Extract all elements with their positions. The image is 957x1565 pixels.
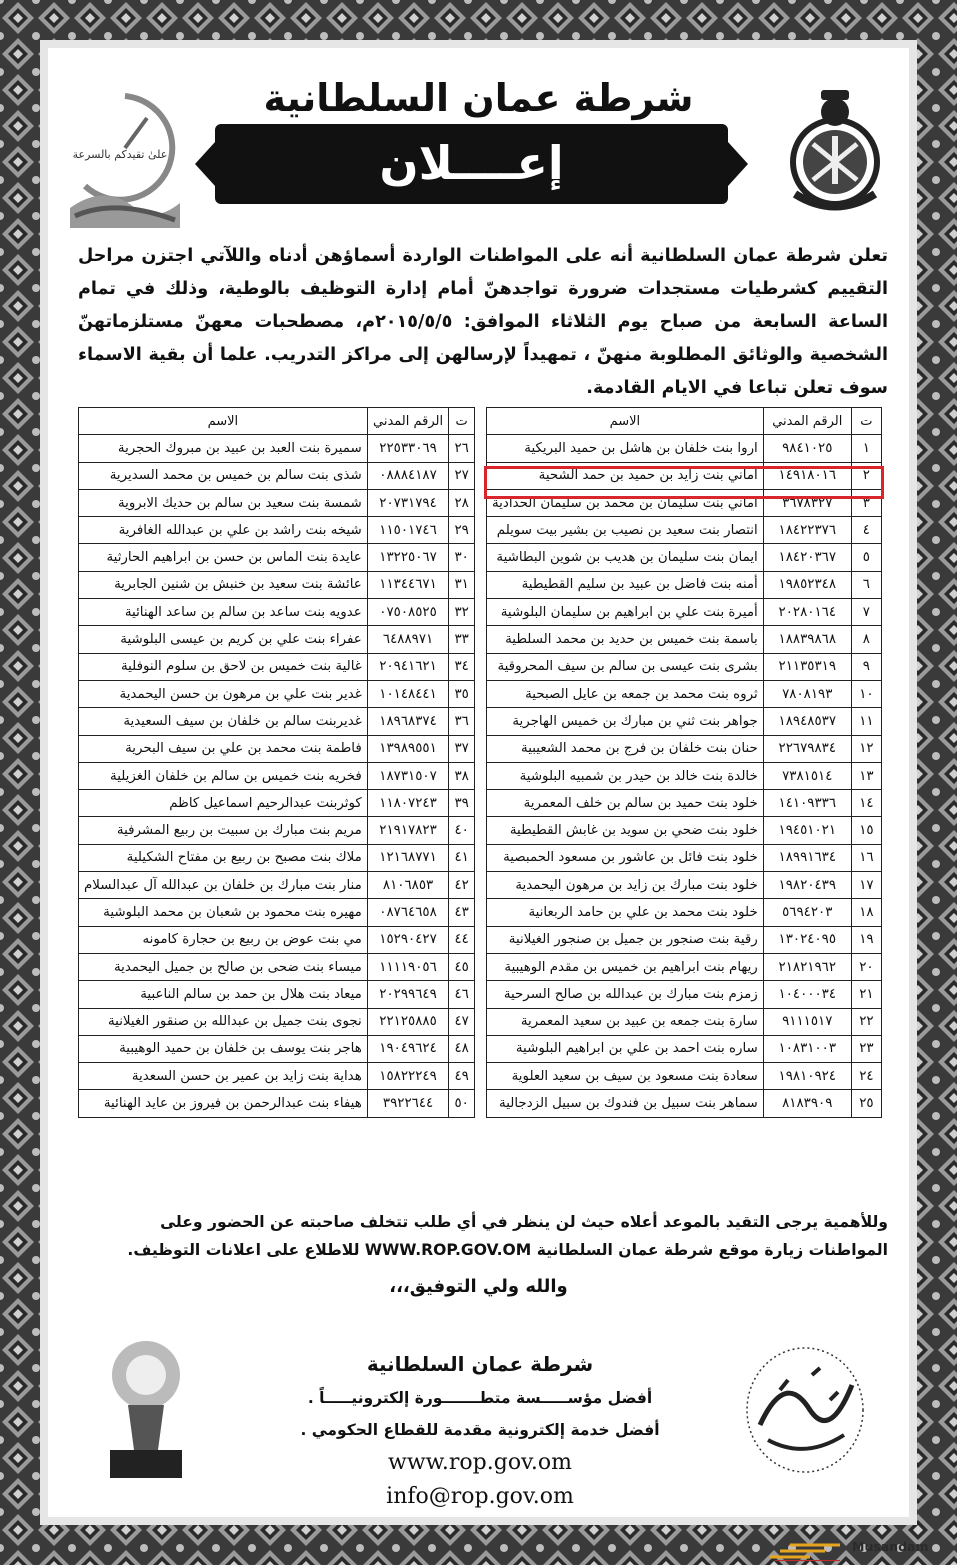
table-row [487, 1090, 882, 1117]
full-name: أميرة بنت علي بن ابراهيم بن سليمان البلوشية [487, 599, 764, 626]
website-link[interactable]: www.rop.gov.om [388, 1450, 572, 1475]
row-number: ٤٢ [449, 872, 475, 899]
civil-id: ٢٠٢٨٠١٦٤ [763, 599, 851, 626]
row-number: ٢ [851, 462, 881, 489]
table-row [79, 899, 475, 926]
table-row [79, 790, 475, 817]
qaboos-award-calligraphy-icon [740, 1340, 870, 1480]
row-number: ٤٣ [449, 899, 475, 926]
row-number: ٢٥ [851, 1090, 881, 1117]
civil-id: ٩١١١٥١٧ [763, 1008, 851, 1035]
table-row [487, 735, 882, 762]
full-name: شمسة بنت سعيد بن سالم بن حديك الابروية [79, 489, 368, 516]
civil-id: ٨١٠٦٨٥٣ [367, 872, 449, 899]
civil-id: ١١٥٠١٧٤٦ [367, 517, 449, 544]
row-number: ١١ [851, 708, 881, 735]
civil-id: ٥٦٩٤٢٠٣ [763, 899, 851, 926]
civil-id: ١٠٤٠٠٠٣٤ [763, 981, 851, 1008]
header-num: ت [449, 408, 475, 435]
row-number: ٣١ [449, 571, 475, 598]
full-name: باسمة بنت خميس بن حديد بن محمد السلطية [487, 626, 764, 653]
civil-id: ٢٠٩٤١٦٢١ [367, 653, 449, 680]
row-number: ١٥ [851, 817, 881, 844]
row-number: ٦ [851, 571, 881, 598]
civil-id: ١٥٨٢٢٢٤٩ [367, 1063, 449, 1090]
civil-id: ٣٩٢٢٦٤٤ [367, 1090, 449, 1117]
table-header-row [487, 408, 882, 435]
table-row [487, 1008, 882, 1035]
table-row [487, 953, 882, 980]
civil-id: ٧٣٨١٥١٤ [763, 762, 851, 789]
row-number: ٣٣ [449, 626, 475, 653]
row-number: ٢٩ [449, 517, 475, 544]
row-number: ٤٦ [449, 981, 475, 1008]
table-row [79, 599, 475, 626]
full-name: ريهام بنت ابراهيم بن خميس بن مقدم الوهيبية [487, 953, 764, 980]
civil-id: ١٩٨٢٠٤٣٩ [763, 872, 851, 899]
table-row [487, 981, 882, 1008]
row-number: ٢١ [851, 981, 881, 1008]
table-row [487, 544, 882, 571]
civil-id: ١٨٧٣١٥٠٧ [367, 762, 449, 789]
watermark-text: Musandam [852, 1539, 929, 1554]
row-number: ٤٧ [449, 1008, 475, 1035]
row-number: ٢٤ [851, 1063, 881, 1090]
table-row [487, 626, 882, 653]
full-name: خلود بنت محمد بن علي بن حامد الربعانية [487, 899, 764, 926]
full-name: ساره بنت احمد بن علي بن ابراهيم البلوشية [487, 1035, 764, 1062]
row-number: ٢٣ [851, 1035, 881, 1062]
civil-id: ١٤٩١٨٠١٦ [763, 462, 851, 489]
row-number: ٣٤ [449, 653, 475, 680]
full-name: شيخه بنت راشد بن علي بن عبدالله الغافرية [79, 517, 368, 544]
civil-id: ٢٠٢٩٩٦٤٩ [367, 981, 449, 1008]
row-number: ٣٧ [449, 735, 475, 762]
civil-id: ١٣٢٢٥٠٦٧ [367, 544, 449, 571]
row-number: ٣٩ [449, 790, 475, 817]
table-row [487, 790, 882, 817]
row-number: ٤١ [449, 844, 475, 871]
award-line-2: أفضل خدمة إلكترونية مقدمة للقطاع الحكومي . [300, 1421, 660, 1439]
row-number: ٤٥ [449, 953, 475, 980]
full-name: مريم بنت مبارك بن سبيت بن ربيع المشرفية [79, 817, 368, 844]
table-row [487, 1063, 882, 1090]
full-name: ايمان بنت سليمان بن هديب بن شوين البطاشية [487, 544, 764, 571]
row-number: ١٦ [851, 844, 881, 871]
full-name: عايدة بنت الماس بن حسن بن ابراهيم الحارثية [79, 544, 368, 571]
full-name: فخريه بنت خميس بن سالم بن خلفان الغزيلية [79, 762, 368, 789]
closing-line: والله ولي التوفيق،،، [389, 1276, 568, 1297]
full-name: منار بنت مبارك بن خلفان بن عبدالله آل عبدالسلام [79, 872, 368, 899]
announcement-banner: إعــــلان [215, 124, 728, 204]
civil-id: ١٩٠٤٩٦٢٤ [367, 1035, 449, 1062]
table-row [79, 462, 475, 489]
table-row [487, 680, 882, 707]
table-row [79, 489, 475, 516]
table-row [79, 1063, 475, 1090]
row-number: ٣٢ [449, 599, 475, 626]
table-row [79, 1090, 475, 1117]
row-number: ٩ [851, 653, 881, 680]
full-name: عفراء بنت علي بن كريم بن عيسى البلوشية [79, 626, 368, 653]
table-row [79, 708, 475, 735]
full-name: هيفاء بنت عبدالرحمن بن فيروز بن عايد الهنائية [79, 1090, 368, 1117]
full-name: خلود بنت فائل بن عاشور بن مسعود الحمبصية [487, 844, 764, 871]
row-number: ٤ [851, 517, 881, 544]
header-id: الرقم المدني [763, 408, 851, 435]
table-row [79, 872, 475, 899]
table-header-row [79, 408, 475, 435]
table-row [79, 517, 475, 544]
header-name: الاسم [79, 408, 368, 435]
full-name: انتصار بنت سعيد بن نصيب بن بشير بيت سويلم [487, 517, 764, 544]
civil-id: ١٠٨٣١٠٠٣ [763, 1035, 851, 1062]
civil-id: ١٨٤٢٢٣٧٦ [763, 517, 851, 544]
civil-id: ١٨٩٤٨٥٣٧ [763, 708, 851, 735]
civil-id: ١٨٨٣٩٨٦٨ [763, 626, 851, 653]
table-row [79, 762, 475, 789]
full-name: هداية بنت زايد بن عمير بن حسن السعدية [79, 1063, 368, 1090]
civil-id: ٣٦٧٨٣٢٧ [763, 489, 851, 516]
civil-id: ١٥٢٩٠٤٢٧ [367, 926, 449, 953]
table-row [79, 571, 475, 598]
full-name: اروا بنت خلفان بن هاشل بن حميد البريكية [487, 435, 764, 462]
row-number: ١ [851, 435, 881, 462]
row-number: ٧ [851, 599, 881, 626]
civil-id: ١١٣٤٤٦٧١ [367, 571, 449, 598]
award-line-1: أفضل مؤســـــسة متطـــــــورة إلكترونيـــــاً . [307, 1389, 653, 1407]
full-name: ميعاد بنت هلال بن حمد بن سالم الناعبية [79, 981, 368, 1008]
row-number: ١٧ [851, 872, 881, 899]
table-row [79, 1008, 475, 1035]
civil-id: ١٩٤٥١٠٢١ [763, 817, 851, 844]
row-number: ٣٨ [449, 762, 475, 789]
full-name: مي بنت عوض بن ربيع بن حجارة كامونه [79, 926, 368, 953]
names-table-right [486, 407, 882, 1118]
full-name: اماني بنت زايد بن حميد بن حمد الشحية [487, 462, 764, 489]
civil-id: ٠٨٧٦٤٦٥٨ [367, 899, 449, 926]
full-name: جواهر بنت ثني بن مبارك بن خميس الهاجرية [487, 708, 764, 735]
civil-id: ١١٨٠٧٢٤٣ [367, 790, 449, 817]
full-name: ميساء بنت ضحى بن صالح بن جميل اليحمدية [79, 953, 368, 980]
civil-id: ١١١١٩٠٥٦ [367, 953, 449, 980]
row-number: ٤٠ [449, 817, 475, 844]
table-row [79, 844, 475, 871]
table-row [487, 899, 882, 926]
full-name: خالدة بنت خالد بن حيدر بن شمبيه البلوشية [487, 762, 764, 789]
header-num: ت [851, 408, 881, 435]
table-row [487, 926, 882, 953]
table-row [487, 762, 882, 789]
table-row [487, 872, 882, 899]
full-name: خلود بنت حميد بن سالم بن خلف المعمرية [487, 790, 764, 817]
header-id: الرقم المدني [367, 408, 449, 435]
table-row [79, 544, 475, 571]
full-name: عائشة بنت سعيد بن خنبش بن شنين الجابرية [79, 571, 368, 598]
email-link[interactable]: info@rop.gov.om [386, 1484, 574, 1509]
full-name: خلود بنت ضحي بن سويد بن غابش القطيطية [487, 817, 764, 844]
civil-id: ٢١١٣٥٣١٩ [763, 653, 851, 680]
intro-paragraph: تعلن شرطة عمان السلطانية أنه على المواطنات الواردة أسماؤهن أدناه واللآتي اجتزن مراحل التقييم كشرطيات مستجدات ضرورة تواجدهنّ أمام إدارة التوظيف بالوطية، وذلك في تمام الساعة السابعة من صباح يوم الثلاثاء الموافق: ٢٠١٥/٥/٥م، مصطحبات معهنّ مستلزماتهنّ الشخصية والوثائق المطلوبة منهنّ ، تمهيداً لإرسالهن إلى مراكز التدريب. علما أن بقية الاسماء سوف تعلن تباعا في الايام القادمة. [78, 246, 888, 398]
civil-id: ١٣٩٨٩٥٥١ [367, 735, 449, 762]
civil-id: ٢٢٦٧٩٨٣٤ [763, 735, 851, 762]
civil-id: ٠٨٨٨٤١٨٧ [367, 462, 449, 489]
full-name: غدير بنت علي بن مرهون بن حسن اليحمدية [79, 680, 368, 707]
full-name: ملاك بنت مصبح بن ربيع بن مفتاح الشكيلية [79, 844, 368, 871]
row-number: ١٩ [851, 926, 881, 953]
full-name: سميرة بنت العبد بن عبيد بن مبروك الحجرية [79, 435, 368, 462]
civil-id: ٠٧٥٠٨٥٢٥ [367, 599, 449, 626]
civil-id: ٢١٨٢١٩٦٢ [763, 953, 851, 980]
full-name: زمزم بنت مبارك بن عبدالله بن صالح السرحية [487, 981, 764, 1008]
civil-id: ١٠١٤٨٤٤١ [367, 680, 449, 707]
civil-id: ٢٠٧٣١٧٩٤ [367, 489, 449, 516]
full-name: خلود بنت مبارك بن زايد بن مرهون اليحمدية [487, 872, 764, 899]
full-name: سعادة بنت مسعود بن سيف بن سعيد العلوية [487, 1063, 764, 1090]
table-row [487, 599, 882, 626]
civil-id: ٩٨٤١٠٢٥ [763, 435, 851, 462]
row-number: ٢٠ [851, 953, 881, 980]
full-name: نجوى بنت جميل بن عبدالله بن صنقور الغيلانية [79, 1008, 368, 1035]
civil-id: ١٨٩٦٨٣٧٤ [367, 708, 449, 735]
row-highlight-box [484, 466, 884, 499]
civil-id: ١٩٨١٠٩٢٤ [763, 1063, 851, 1090]
full-name: أمنه بنت فاضل بن عبيد بن سليم القطيطية [487, 571, 764, 598]
full-name: كوثربنت عبدالرحيم اسماعيل كاظم [79, 790, 368, 817]
table-row [79, 1035, 475, 1062]
civil-id: ١٣٠٢٤٠٩٥ [763, 926, 851, 953]
table-row [487, 1035, 882, 1062]
table-row [79, 626, 475, 653]
row-number: ٥ [851, 544, 881, 571]
civil-id: ٢٢٥٣٣٠٦٩ [367, 435, 449, 462]
row-number: ٤٩ [449, 1063, 475, 1090]
table-row [487, 817, 882, 844]
row-number: ٣٠ [449, 544, 475, 571]
full-name: سماهر بنت سبيل بن فندوك بن سبيل الزدجالية [487, 1090, 764, 1117]
full-name: شذى بنت سالم بن خميس بن محمد السديرية [79, 462, 368, 489]
table-row [79, 735, 475, 762]
logo-caption: علىٰ تقيدكم بالسرعة [72, 148, 168, 161]
row-number: ٨ [851, 626, 881, 653]
table-row [79, 926, 475, 953]
table-row [487, 708, 882, 735]
row-number: ١٠ [851, 680, 881, 707]
full-name: غديربنت سالم بن خلفان بن سيف السعيدية [79, 708, 368, 735]
row-number: ٥٠ [449, 1090, 475, 1117]
civil-id: ٦٤٨٨٩٧١ [367, 626, 449, 653]
table-row [487, 571, 882, 598]
row-number: ١٨ [851, 899, 881, 926]
civil-id: ١٩٨٥٢٣٤٨ [763, 571, 851, 598]
table-row [79, 653, 475, 680]
row-number: ٣ [851, 489, 881, 516]
row-number: ٢٨ [449, 489, 475, 516]
header-name: الاسم [487, 408, 764, 435]
full-name: سارة بنت جمعه بن عبيد بن سعيد المعمرية [487, 1008, 764, 1035]
table-row [79, 981, 475, 1008]
civil-id: ١٢١٦٨٧٧١ [367, 844, 449, 871]
full-name: عدويه بنت ساعد بن سالم بن ساعد الهنائية [79, 599, 368, 626]
row-number: ٣٥ [449, 680, 475, 707]
table-row [79, 435, 475, 462]
row-number: ٢٧ [449, 462, 475, 489]
full-name: غالية بنت خميس بن لاحق بن سلوم النوفلية [79, 653, 368, 680]
civil-id: ٢٢١٢٥٨٨٥ [367, 1008, 449, 1035]
civil-id: ٧٨٠٨١٩٣ [763, 680, 851, 707]
full-name: اماني بنت سليمان بن محمد بن سليمان الحدادية [487, 489, 764, 516]
row-number: ٢٢ [851, 1008, 881, 1035]
full-name: حنان بنت خلفان بن فرج بن محمد الشعيبية [487, 735, 764, 762]
full-name: ثروه بنت محمد بن جمعه بن عايل الصبحية [487, 680, 764, 707]
table-row [487, 844, 882, 871]
civil-id: ١٨٤٢٠٣٦٧ [763, 544, 851, 571]
civil-id: ٨١٨٣٩٠٩ [763, 1090, 851, 1117]
full-name: مهيره بنت محمود بن شعبان بن محمد البلوشية [79, 899, 368, 926]
org-name: شرطة عمان السلطانية [366, 1352, 594, 1376]
award-trophy-icon [88, 1320, 198, 1485]
table-row [487, 653, 882, 680]
names-table-left [78, 407, 475, 1118]
footer-notice: وللأهمية يرجى التقيد بالموعد أعلاه حيث لن ينظر في أي طلب تتخلف صاحبته عن الحضور وعلى المواطنات زيارة موقع شرطة عمان السلطانية WWW.ROP.GOV.OM للاطلاع على اعلانات التوظيف. [127, 1213, 888, 1259]
table-row [79, 953, 475, 980]
row-number: ٣٦ [449, 708, 475, 735]
full-name: هاجر بنت يوسف بن خلفان بن حميد الوهيبية [79, 1035, 368, 1062]
full-name: فاطمة بنت محمد بن علي بن سيف البحرية [79, 735, 368, 762]
row-number: ٤٨ [449, 1035, 475, 1062]
table-row [79, 817, 475, 844]
row-number: ١٣ [851, 762, 881, 789]
full-name: بشرى بنت عيسى بن سالم بن سيف المحروقية [487, 653, 764, 680]
page-title: شرطة عمان السلطانية [263, 76, 694, 120]
row-number: ١٢ [851, 735, 881, 762]
civil-id: ١٨٩٩١٦٣٤ [763, 844, 851, 871]
table-row [487, 517, 882, 544]
civil-id: ٢١٩١٧٨٢٣ [367, 817, 449, 844]
row-number: ٤٤ [449, 926, 475, 953]
table-row [487, 435, 882, 462]
row-number: ٢٦ [449, 435, 475, 462]
civil-id: ١٤١٠٩٣٣٦ [763, 790, 851, 817]
contact-block [260, 1346, 700, 1514]
full-name: رقية بنت صنجور بن جميل بن صنجور الغيلانية [487, 926, 764, 953]
table-row [79, 680, 475, 707]
row-number: ١٤ [851, 790, 881, 817]
